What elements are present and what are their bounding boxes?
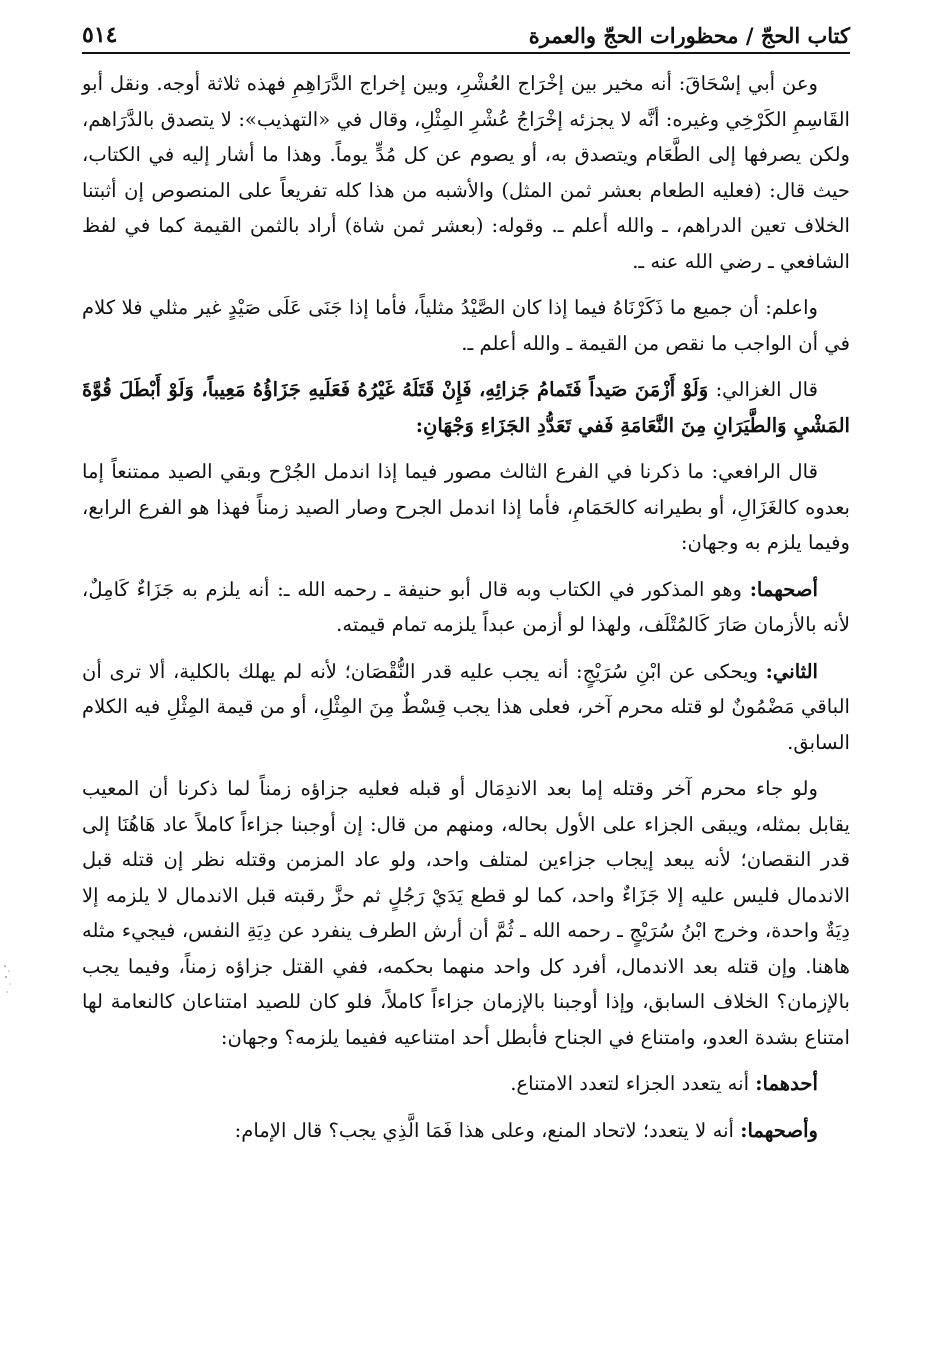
paragraph-wa-ilam: واعلم: أن جميع ما ذَكَرْنَاهُ فيما إذا كان الصَّيْدُ مثلياً، فأما إذا جَنَى عَلَى صَيْدٍ غير مثلي فلا كلام في أن الواجب ما نقص من القيمة ـ والله أعلم ـ. — [82, 296, 850, 355]
ghazali-speaker: قال الغزالي: — [715, 378, 818, 401]
thani-text: ويحكى عن ابْنِ سُرَيْجٍ: أنه يجب عليه قدر النُّقْصَان؛ لأنه لم يهلك بالكلية، ألا ترى أن الباقي مَضْمُونٌ لو قتله محرم آخر، فعلى هذا يجب قِسْطٌ مِنَ المِثْلِ، أو من قيمة المِثْلِ فيه الكلام السابق. — [82, 659, 850, 754]
rafii-paragraph: قال الرافعي: ما ذكرنا في الفرع الثالث مصور فيما إذا اندمل الجُرْح وبقي الصيد ممتنعاً إما بعدوه كالغَزَالِ، أو بطيرانه كالحَمَامِ، فأما إذا اندمل الجرح وصار الصيد زمناً فهذا هو الفرع الرابع، وفيما يلزم به وجهان: — [82, 460, 850, 554]
ahaduhuma-paragraph — [82, 1066, 850, 1102]
book-page — [82, 22, 850, 1159]
asahhuhuma2-lead: وأصحهما: — [740, 1118, 818, 1142]
asahhuhuma2-text: أنه لا يتعدد؛ لاتحاد المنع، وعلى هذا فَمَا الَّذِي يجب؟ قال الإمام: — [234, 1118, 734, 1142]
ahaduhuma-text: أنه يتعدد الجزاء لتعدد الامتناع. — [510, 1072, 750, 1095]
chapter-title: كتاب الحجّ / محظورات الحجّ والعمرة — [528, 23, 850, 48]
asahhuhuma-first — [82, 572, 850, 643]
scan-speck — [2, 962, 14, 998]
page-body — [82, 66, 850, 1148]
ghazali-quote — [82, 372, 850, 443]
page-number: ٥١٤ — [82, 22, 118, 48]
long-paragraph: ولو جاء محرم آخر وقتله إما بعد الاندِمَال أو قبله فعليه جزاؤه زمناً لما ذكرنا أن المعيب يقابل بمثله، ويبقى الجزاء على الأول بحاله، ومنهم من قال: إن أوجبنا جزاءاً كاملاً عاد هَاهُنَا إلى قدر النقصان؛ لأنه يبعد إيجاب جزاءين لمتلف واحد، ولو عاد المزمن وقتله نظر إن قتله قبل الاندمال فليس عليه إلا جَزَاءٌ واحد، كما لو قطع يَدَيْ رَجُلٍ ثم حزَّ رقبته قبل الاندمال لا يلزمه إلا دِيَةٌ واحدة، وخرج ابْنُ سُرَيْجٍ ـ رحمه الله ـ ثُمَّ أن أرش الطرف ينفرد عن دِيَةِ النفس، فيجيء مثله هاهنا. وإن قتله بعد الاندمال، أفرد كل واحد منهما بحكمه، ففي القتل جزاؤه زمناً، وفيما يجب بالإزمان؟ الخلاف السابق، وإذا أوجبنا بالإزمان جزاءاً كاملاً، فلو كان للصيد امتناعان كالنعامة لها امتناع بشدة العدو، وامتناع في الجناح فأبطل أحد امتناعيه ففيما يلزمه؟ وجهان: — [82, 777, 850, 1049]
running-header — [82, 22, 850, 54]
paragraph-abi-ishaq: وعن أبي إسْحَاقَ: أنه مخير بين إخْرَاج العُشْرِ، وبين إخراج الدَّرَاهِمِ فهذه ثلاثة أوجه. ونقل أبو القَاسِمِ الكَرْخِي وغيره: أنَّه لا يجزئه إخْرَاجُ عُشْرِ المِثْلِ، وقال في «التهذيب»: لا يتصدق بالدَّرَاهم، ولكن يصرفها إلى الطَّعَام ويتصدق به، أو يصوم عن كل مُدٍّ يوماً. وهذا ما أشار إليه في الكتاب، حيث قال: (فعليه الطعام بعشر ثمن المثل) والأشبه من هذا كله تفريعاً على المنصوص إن أثبتنا الخلاف تعين الدراهم، ـ والله أعلم ـ. وقوله: (بعشر ثمن شاة) أراد بالثمن القيمة كما في لفظ الشافعي ـ رضي الله عنه ـ. — [82, 72, 850, 273]
thani-lead: الثاني: — [765, 659, 818, 683]
ahaduhuma-lead: أحدهما: — [755, 1072, 818, 1095]
thani-paragraph — [82, 654, 850, 761]
asahhuhuma-text: وهو المذكور في الكتاب وبه قال أبو حنيفة ـ رحمه الله ـ: أنه يلزم به جَزَاءٌ كَامِلٌ، لأنه بالأزمان صَارَ كَالمُتْلَف، ولهذا لو أزمن عبداً يلزمه تمام قيمته. — [82, 577, 850, 636]
asahhuhuma-lead: أصحهما: — [749, 577, 818, 601]
asahhuhuma-second — [82, 1113, 850, 1149]
ghazali-text: وَلَوْ أَزْمَنَ صَيداً فَتَمامُ جَزائِهِ، فَإِنْ قَتَلَهُ غَيْرُهُ فَعَلَيهِ جَزَاؤُهُ مَعِيباً، وَلَوْ أَبْطَلَ قُوَّةَ المَشْيِ وَالطَّيَرَانِ مِنَ النَّعَامَةِ فَفي تَعَدُّدِ الجَزَاءِ وَجْهَانِ: — [82, 378, 850, 437]
